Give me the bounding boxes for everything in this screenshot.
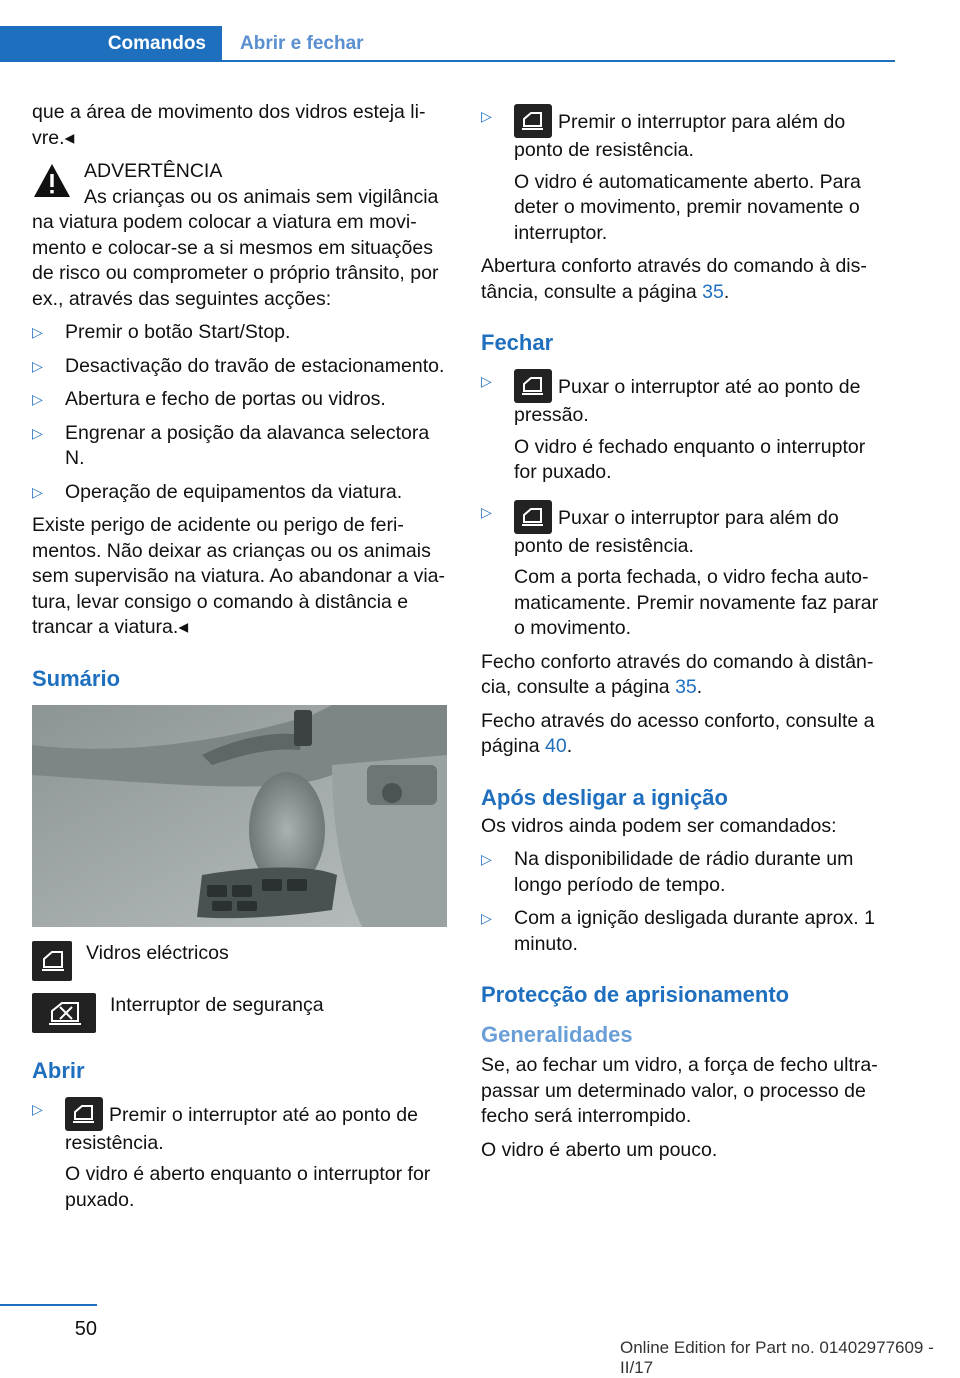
heading-fechar: Fechar bbox=[481, 330, 554, 355]
list-item: ▷ Premir o interruptor para além do ponto de resistência. O vidro é automaticamente aberto. Para deter o movimento, premir novamente o interruptor. bbox=[481, 104, 886, 246]
list-item: ▷ Premir o botão Start/Stop. bbox=[32, 320, 447, 346]
abertura-conforto-text: Abertura conforto através do comando à distância, consulte a página 35. bbox=[481, 255, 867, 303]
window-switch-icon bbox=[514, 369, 552, 403]
window-switch-icon bbox=[514, 500, 552, 534]
abrir-list bbox=[32, 1097, 447, 1214]
left-column bbox=[32, 100, 447, 1221]
list-item: ▷ Abertura e fecho de portas ou vidros. bbox=[32, 387, 447, 413]
list-item: ▷ Premir o interruptor até ao ponto de resistência. O vidro é aberto enquanto o interruptor for puxado. bbox=[32, 1097, 447, 1214]
warning-list bbox=[32, 320, 447, 505]
abrir-list-cont bbox=[481, 104, 886, 246]
bullet-triangle-icon: ▷ bbox=[32, 1100, 43, 1117]
bullet-triangle-icon: ▷ bbox=[481, 373, 492, 389]
list-item: ▷ Desactivação do travão de estacionamento. bbox=[32, 354, 447, 380]
edition-footer: Online Edition for Part no. 01402977609 - II/17 bbox=[620, 1338, 934, 1377]
tab-abrir-fechar[interactable] bbox=[240, 26, 364, 62]
tab-comandos[interactable] bbox=[0, 26, 222, 62]
bullet-triangle-icon: ▷ bbox=[32, 483, 43, 500]
tab-abrir-fechar-label: Abrir e fechar bbox=[240, 33, 364, 54]
fechar-item2-detail: Com a porta fechada, o vidro fecha automaticamente. Premir novamente faz parar o movimento. bbox=[514, 566, 879, 639]
warning-first-line: As crianças ou os animais sem vigilância bbox=[84, 185, 439, 208]
fechar-item1-detail: O vidro é fechado enquanto o interruptor for puxado. bbox=[514, 435, 866, 483]
list-item: ▷ Engrenar a posição da alavanca selectora N. bbox=[32, 421, 430, 469]
bullet-triangle-icon: ▷ bbox=[32, 324, 43, 340]
fecho-conforto-text: Fecho conforto através do comando à distância, consulte a página 35. bbox=[481, 650, 874, 698]
heading-apos-desligar: Após desligar a ignição bbox=[481, 784, 728, 810]
power-window-icon bbox=[32, 941, 72, 981]
warning-block bbox=[32, 159, 447, 210]
bullet-triangle-icon: ▷ bbox=[481, 108, 492, 124]
heading-proteccao: Protecção de aprisionamento bbox=[481, 982, 790, 1007]
legend-label-safety: Interruptor de segurança bbox=[110, 993, 324, 1016]
door-panel-photo bbox=[32, 705, 447, 927]
header-tabs bbox=[0, 26, 895, 62]
list-item: ▷ Com a ignição desligada durante aprox. 1 minuto. bbox=[481, 907, 875, 955]
legend-label-windows: Vidros eléctricos bbox=[86, 941, 229, 964]
window-switch-icon bbox=[514, 104, 552, 138]
generalidades-text: Se, ao fechar um vidro, a força de fecho ultrapassar um determinado valor, o processo de fecho será interrompido. bbox=[481, 1054, 878, 1127]
warning-end-text: Existe perigo de acidente ou perigo de ferimentos. Não deixar as crianças ou os animais sem supervisão na viatura. Ao abandonar a viatura, levar consigo o comando à distância e trancar a viatura.◂ bbox=[32, 514, 446, 638]
bullet-triangle-icon: ▷ bbox=[481, 851, 492, 867]
header-rule bbox=[0, 60, 895, 62]
legend-safety-switch bbox=[32, 993, 447, 1033]
warning-text: na viatura podem colocar a viatura em movimento e colocar-se a si mesmos em situações de risco ou comprometer o próprio trânsito, por ex., através das seguintes acções: bbox=[32, 211, 439, 310]
bullet-triangle-icon: ▷ bbox=[481, 910, 492, 926]
page-link-40[interactable]: 40 bbox=[544, 735, 567, 757]
bullet-triangle-icon: ▷ bbox=[32, 391, 43, 407]
intro-text: que a área de movimento dos vidros esteja livre.◂ bbox=[32, 101, 426, 149]
footer-rule bbox=[0, 1304, 97, 1306]
apos-intro-text: Os vidros ainda podem ser comandados: bbox=[481, 814, 837, 837]
generalidades-text-2: O vidro é aberto um pouco. bbox=[481, 1138, 718, 1161]
heading-sumario: Sumário bbox=[32, 665, 121, 691]
warning-title: ADVERTÊNCIA bbox=[84, 160, 223, 182]
fechar-list bbox=[481, 369, 886, 642]
heading-abrir: Abrir bbox=[32, 1057, 85, 1083]
tab-comandos-label: Comandos bbox=[107, 33, 206, 54]
legend-power-windows bbox=[32, 941, 447, 981]
page-link-35[interactable]: 35 bbox=[675, 676, 697, 698]
list-item: ▷ Na disponibilidade de rádio durante um longo período de tempo. bbox=[481, 848, 854, 896]
abrir-item2-detail: O vidro é automaticamente aberto. Para deter o movimento, premir novamente o interruptor. bbox=[514, 170, 861, 244]
right-column bbox=[481, 108, 886, 1171]
list-item: ▷ Puxar o interruptor até ao ponto de pressão. O vidro é fechado enquanto o interruptor for puxado. bbox=[481, 369, 886, 486]
abrir-item1-detail: O vidro é aberto enquanto o interruptor for puxado. bbox=[65, 1163, 431, 1211]
bullet-triangle-icon: ▷ bbox=[481, 503, 492, 520]
heading-generalidades: Generalidades bbox=[481, 1022, 633, 1047]
bullet-triangle-icon: ▷ bbox=[32, 357, 43, 374]
window-switch-icon bbox=[65, 1097, 103, 1131]
page-link-35[interactable]: 35 bbox=[702, 280, 724, 303]
apos-list bbox=[481, 847, 886, 957]
page-number: 50 bbox=[74, 1318, 97, 1340]
fecho-acesso-text: Fecho através do acesso conforto, consulte a página 40. bbox=[481, 709, 875, 757]
safety-switch-icon bbox=[32, 993, 96, 1033]
warning-triangle-icon bbox=[32, 161, 72, 201]
list-item: ▷ Operação de equipamentos da viatura. bbox=[32, 480, 447, 506]
list-item: ▷ Puxar o interruptor para além do ponto de resistência. Com a porta fechada, o vidro fecha automaticamente. Premir novamente faz parar o movimento. bbox=[481, 500, 886, 642]
bullet-triangle-icon: ▷ bbox=[32, 424, 43, 441]
